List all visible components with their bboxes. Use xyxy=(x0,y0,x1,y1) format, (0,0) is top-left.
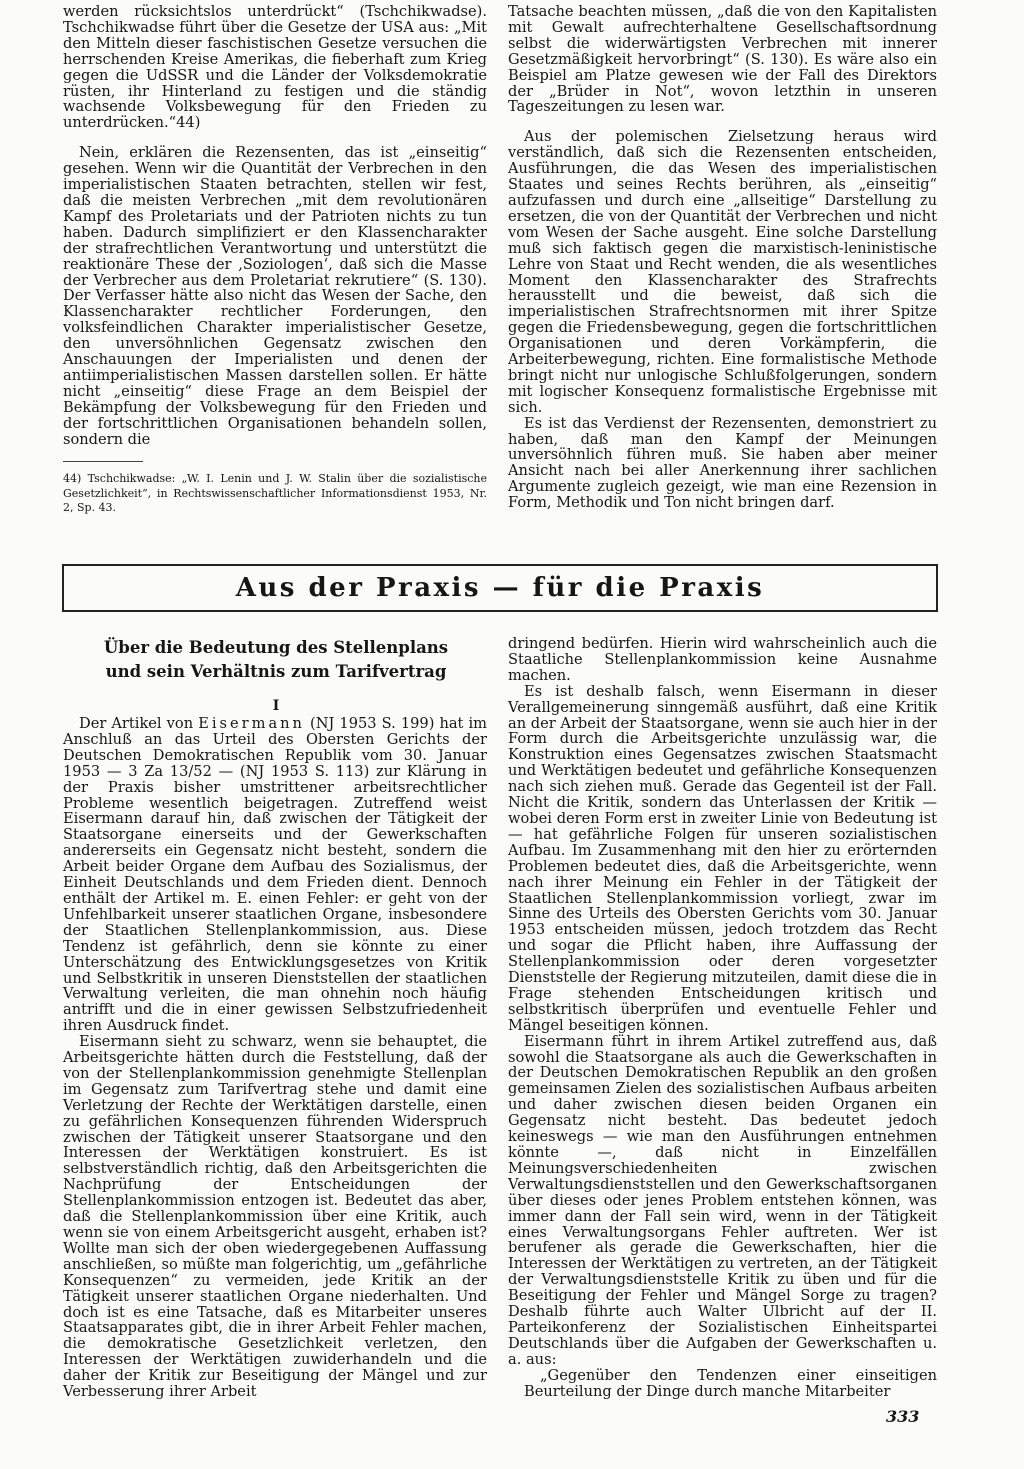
article-part-number: I xyxy=(272,698,280,714)
text-run: (NJ 1953 S. 199) hat im Anschluß an das Urteil des Obersten Gerichts der Deutschen Demokratischen Republik vom 30. Januar 1953 — 3 Za 13/52 — (NJ 1953 S. 113) zur Klärung in der Praxis bisher umstrittener arbeitsrechtlicher Probleme wesentlich beigetragen. Zutreffend weist Eisermann darauf hin, daß zwischen der Tätigkeit der Staatsorgane einerseits und der Gewerkschaften andererseits ein Gegensatz nicht besteht, sondern die Arbeit beider Organe dem Aufbau des Sozialismus, der Einheit Deutschlands und dem Frieden dient. Dennoch enthält der Artikel m. E. einen Fehler: er geht von der Unfehlbarkeit unserer staatlichen Organe, insbesondere der Staatlichen Stellenplankommission, aus. Diese Tendenz ist gefährlich, denn sie könnte zu einer Unterschätzung des Entwicklungsgesetzes von Kritik und Selbstkritik in unseren Dienststellen der staatlichen Verwaltung verleiten, die man ohnehin noch häufig antrifft und die in einer gewissen Selbstzufriedenheit ihren Ausdruck findet. xyxy=(63,715,488,1035)
paragraph: Es ist deshalb falsch, wenn Eisermann in dieser Verallgemeinerung sinngemäß ausführt, daß eine Kritik an der Arbeit der Staatsorgane, wenn sie auch hier in der Form durch die Arbeitsgerichte unzulässig war, die Konstruktion eines Gegensatzes zwischen Staatsmacht und Werktätigen bedeutet und gefährliche Konsequenzen nach sich ziehen muß. Gerade das Gegenteil ist der Fall. Nicht die Kritik, sondern das Unterlassen der Kritik — wobei deren Form erst in zweiter Linie von Bedeutung ist — hat gefährliche Folgen für unseren sozialistischen Aufbau. Im Zusammenhang mit den hier zu erörternden Problemen bedeutet dies, daß die Arbeitsgerichte, wenn nach ihrer Meinung ein Fehler in der Tätigkeit der Staatlichen Stellenplankommission vorliegt, zwar im Sinne des Urteils des Obersten Gerichts vom 30. Januar 1953 entscheiden müssen, jedoch trotzdem das Recht und sogar die Pflicht haben, ihre Auffassung der Stellenplankommission oder deren vorgesetzter Dienststelle der Regierung mitzuteilen, damit diese die in Frage stehenden Entscheidungen kritisch und selbstkritisch überprüfen und eventuelle Fehler und Mängel beseitigen können. xyxy=(508,682,937,1034)
footnote-divider xyxy=(63,461,143,462)
quotation: „Gegenüber den Tendenzen einer einseitigen Beurteilung der Dinge durch manche Mitarbeiter xyxy=(524,1366,937,1400)
top-right-column xyxy=(508,4,937,511)
paragraph: Nein, erklären die Rezensenten, das ist „einseitig“ gesehen. Wenn wir die Quantität der Verbrechen in den imperialistischen Staaten betrachten, stellen wir fest, daß die meisten Verbrechen „mit dem revolutionären Kampf des Proletariats und der Patrioten nichts zu tun haben. Dadurch simplifiziert er den Klassencharakter der strafrechtlichen Verantwortung und unterstützt die reaktionäre These der ‚Soziologen‘, daß sich die Masse der Verbrecher aus dem Proletariat rekrutiere“ (S. 130). Der Verfasser hätte also nicht das Wesen der Sache, den Klassencharakter rechtlicher Forderungen, den volksfeindlichen Charakter imperialistischer Gesetze, den unversöhnlichen Gegensatz zwischen den Anschauungen der Imperialisten und denen der antiimperialistischen Massen darstellen sollen. Er hätte nicht „einseitig“ diese Frage an dem Beispiel der Bekämpfung der Volksbewegung für den Frieden und der fortschrittlichen Organisationen behandeln sollen, sondern die xyxy=(63,144,487,448)
paragraph xyxy=(63,716,487,1034)
paragraph: Tatsache beachten müssen, „daß die von den Kapitalisten mit Gewalt aufrechterhaltene Gesellschaftsordnung selbst die widerwärtigsten Verbrechen mit innerer Gesetzmäßigkeit hervorbringt“ (S. 130). Es wäre also ein Beispiel am Platze gewesen wie der Fall des Direktors der „Brüder in Not“, wovon letzthin in unseren Tageszeitungen zu lesen war. xyxy=(508,3,937,116)
page-number: 333 xyxy=(886,1407,920,1426)
article-header xyxy=(64,636,488,714)
text-run: Der Artikel von xyxy=(79,715,199,732)
paragraph: Eisermann sieht zu schwarz, wenn sie behauptet, die Arbeitsgerichte hätten durch die Feststellung, daß der von der Stellenplankommission genehmigte Stellenplan im Gegensatz zum Tarifvertrag stehe und damit eine Verletzung der Rechte der Werktätigen darstelle, einen zu gefährlichen Konsequenzen führenden Widerspruch zwischen der Tätigkeit unserer Staatsorgane und den Interessen der Werktätigen konstruiert. Es ist selbstverständlich richtig, daß den Arbeitsgerichten die Nachprüfung der Entscheidungen der Stellenplankommission entzogen ist. Bedeutet das aber, daß die Stellenplankommission über eine Kritik, auch wenn sie von einem Arbeitsgericht ausgeht, erhaben ist? Wollte man sich der oben wiedergegebenen Auffassung anschließen, so müßte man folgerichtig, um „gefährliche Konsequenzen“ zu vermeiden, jede Kritik an der Tätigkeit unserer staatlichen Organe niederhalten. Und doch ist es eine Tatsache, daß es Mitarbeiter unseres Staatsapparates gibt, die in ihrer Arbeit Fehler machen, die demokratische Gesetzlichkeit verletzen, den Interessen der Werktätigen zuwiderhandeln und die daher der Kritik zur Beseitigung der Mängel und zur Verbesserung ihrer Arbeit xyxy=(63,1033,487,1401)
section-banner-title: Aus der Praxis — für die Praxis xyxy=(235,573,765,603)
paragraph: Es ist das Verdienst der Rezensenten, demonstriert zu haben, daß man den Kampf der Meinungen unversöhnlich führen muß. Sie haben aber meiner Ansicht nach bei aller Anerkennung ihrer sachlichen Argumente zugleich gezeigt, wie man eine Rezension in Form, Methodik und Ton nicht bringen darf. xyxy=(508,414,937,512)
paragraph: werden rücksichtslos unterdrückt“ (Tschchikwadse). Tschchikwadse führt über die Gesetze der USA aus: „Mit den Mitteln dieser faschistischen Gesetze versuchen die herrschenden Kreise Amerikas, die fieberhaft zum Krieg gegen die UdSSR und die Länder der Volksdemokratie rüsten, ihr Hinterland zu festigen und die ständig wachsende Volksbewegung für den Frieden zu unterdrücken.“44) xyxy=(63,3,487,132)
top-left-column xyxy=(63,4,487,516)
bottom-left-column xyxy=(63,716,487,1400)
article-title-line: und sein Verhältnis zum Tarifvertrag xyxy=(105,662,447,681)
article-title-line: Über die Bedeutung des Stellenplans xyxy=(103,638,449,657)
paragraph: Eisermann führt in ihrem Artikel zutreffend aus, daß sowohl die Staatsorgane als auch die Gewerkschaften in der Deutschen Demokratischen Republik an den großen gemeinsamen Zielen des sozialistischen Aufbaus arbeiten und daher zwischen diesen beiden Organen ein Gegensatz nicht besteht. Das bedeutet jedoch keineswegs — wie man den Ausführungen entnehmen könnte —, daß nicht in Einzelfällen Meinungsverschiedenheiten zwischen Verwaltungsdienststellen und den Gewerkschaftsorganen über dieses oder jenes Problem entstehen können, was immer dann der Fall sein wird, wenn in der Tätigkeit eines Verwaltungsorgans Fehler auftreten. Wer ist berufener als gerade die Gewerkschaften, hier die Interessen der Werktätigen zu vertreten, an der Tätigkeit der Verwaltungsdienststelle Kritik zu üben und für die Beseitigung der Fehler und Mängel Sorge zu tragen? Deshalb führte auch Walter Ulbricht auf der II. Parteikonferenz der Sozialistischen Einheitspartei Deutschlands über die Aufgaben der Gewerkschaften u. a. aus: xyxy=(508,1032,937,1368)
section-banner xyxy=(62,564,938,612)
author-name: Eisermann xyxy=(198,715,305,732)
bottom-right-column xyxy=(508,636,937,1400)
paragraph: dringend bedürfen. Hierin wird wahrscheinlich auch die Staatliche Stellenplankommission keine Ausnahme machen. xyxy=(508,635,937,684)
footnote: 44) Tschchikwadse: „W. I. Lenin und J. W. Stalin über die sozialistische Gesetzlichkeit“, in Rechtswissenschaftlicher Informationsdienst 1953, Nr. 2, Sp. 43. xyxy=(63,472,487,515)
paragraph: Aus der polemischen Zielsetzung heraus wird verständlich, daß sich die Rezensenten entscheiden, Ausführungen, die das Wesen des imperialistischen Staates und seines Rechts berühren, als „einseitig“ aufzufassen und durch eine „allseitige“ Darstellung zu ersetzen, die von der Quantität der Verbrechen und nicht vom Wesen der Sache ausgeht. Eine solche Darstellung muß sich faktisch gegen die marxistisch-leninistische Lehre von Staat und Recht wenden, die als wesentliches Moment den Klassencharakter des Strafrechts herausstellt und die beweist, daß sich die imperialistischen Strafrechtsnormen mit ihrer Spitze gegen die Friedensbewegung, gegen die fortschrittlichen Organisationen und deren Vorkämpferin, die Arbeiterbewegung, richten. Eine formalistische Methode bringt nicht nur unlogische Schlußfolgerungen, sondern mit logischer Konsequenz formalistische Ergebnisse mit sich. xyxy=(508,128,937,416)
article-title xyxy=(64,636,488,684)
